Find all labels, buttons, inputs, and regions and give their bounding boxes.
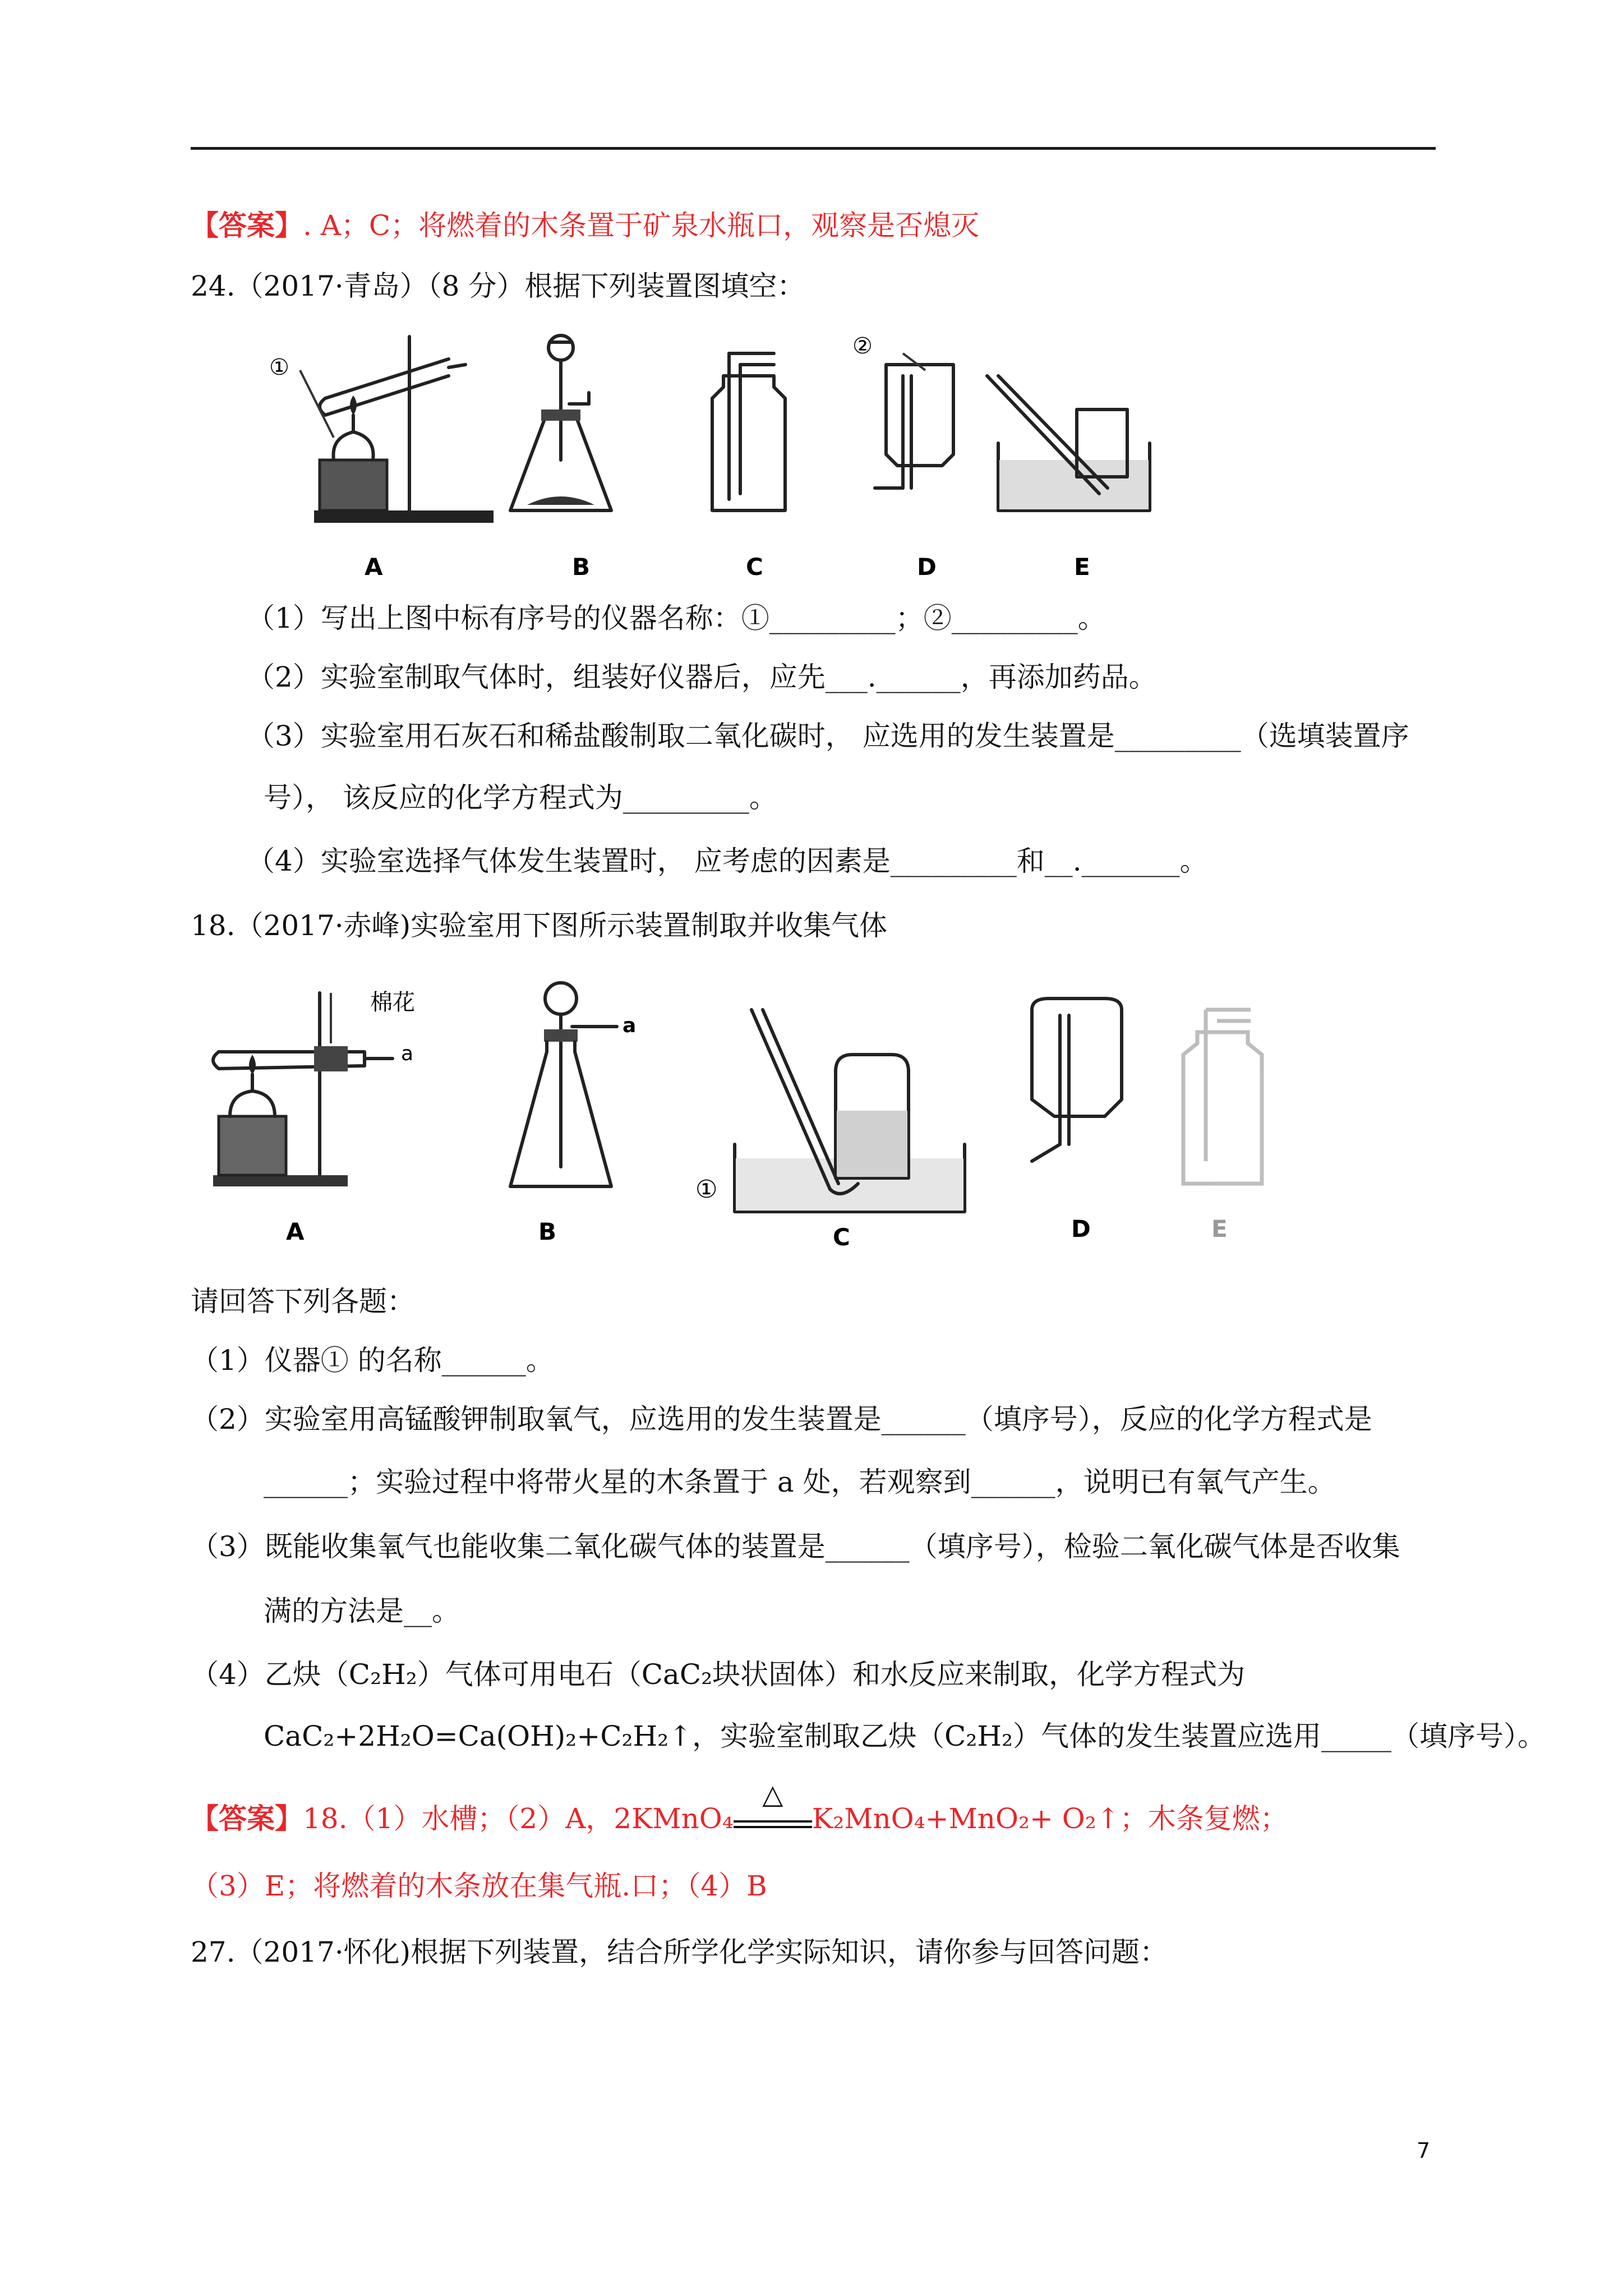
q18-label-a1: a [401,1042,414,1065]
q18-cap-b: B [538,1218,557,1245]
q18-label-circ1: ① [695,1175,718,1204]
q18-apparatus-figure [208,976,1273,1257]
q24-apparatus-a [314,337,494,523]
q24-label-circ2: ② [852,333,873,359]
q24-line-2: （2）实验室制取气体时，组装好仪器后，应先___.______，再添加药品。 [247,661,1157,693]
q18-apparatus-b [510,983,617,1186]
delta-sign: △ [762,1779,783,1810]
q18-cap-d: D [1071,1215,1091,1243]
q24-line-1: （1）写出上图中标有序号的仪器名称：①_________；②_________。 [247,602,1106,634]
q27-title: 27.（2017·怀化)根据下列装置，结合所学化学实际知识，请你参与回答问题： [191,1936,1168,1968]
answer-prev: 【答案】. A；C；将燃着的木条置于矿泉水瓶口，观察是否熄灭 [191,209,980,242]
q24-line-4: 号）， 该反应的化学方程式为_________。 [264,781,777,814]
q24-cap-e: E [1074,553,1090,581]
q24-apparatus-e [987,376,1150,510]
page-number: 7 [1417,2138,1431,2163]
q24-cap-c: C [746,553,763,581]
q18-line-1: （1）仪器① 的名称______。 [191,1344,554,1377]
q24-apparatus-figure [269,331,1155,581]
q24-apparatus-b [510,335,611,510]
q18-answer-line-1: 【答案】18.（1）水槽；（2）A，2KMnO₄ △ K₂MnO₄+MnO₂+ O₂↑；木条复燃； [191,1779,1288,1835]
q24-title: 24.（2017·青岛）（8 分）根据下列装置图填空： [191,270,805,302]
q18-line-4: （3）既能收集氧气也能收集二氧化碳气体的装置是______（填序号），检验二氧化碳气体是否收集 [191,1530,1400,1563]
q18-intro: 请回答下列各题： [191,1285,415,1318]
q18-apparatus-d [1032,999,1122,1161]
q18-label-cotton: 棉花 [370,990,415,1015]
q18-apparatus-c [735,1010,965,1212]
q18-label-a2: a [623,1014,637,1037]
header-rule [191,147,1436,150]
q18-line-3: ______；实验过程中将带火星的木条置于 a 处，若观察到______，说明已有氧气产生。 [264,1466,1336,1498]
q24-cap-a: A [365,553,383,581]
q24-cap-d: D [917,553,937,581]
q18-line-7: CaC₂+2H₂O=Ca(OH)₂+C₂H₂↑，实验室制取乙炔（C₂H₂）气体的发生装置应选用_____（填序号）。 [264,1720,1546,1752]
q18-line-6: （4）乙炔（C₂H₂）气体可用电石（CaC₂块状固体）和水反应来制取，化学方程式为 [191,1658,1246,1691]
q18-cap-e: E [1211,1215,1228,1243]
q18-cap-c: C [833,1223,850,1251]
q24-label-circ1: ① [269,355,289,380]
q18-apparatus-e [1183,1010,1262,1184]
equals-bar [734,1820,812,1828]
q24-cap-b: B [572,553,591,581]
q18-apparatus-a [213,993,393,1186]
q24-line-3: （3）实验室用石灰石和稀盐酸制取二氧化碳时， 应选用的发生装置是_________（选填装置序 [247,720,1409,752]
q24-apparatus-c [712,353,785,510]
q24-apparatus-d [875,353,953,488]
q18-line-5: 满的方法是__。 [264,1595,460,1627]
q24-line-5: （4）实验室选择气体发生装置时， 应考虑的因素是_________和__._______。 [247,845,1208,877]
q18-cap-a: A [286,1218,305,1245]
q18-line-2: （2）实验室用高锰酸钾制取氧气，应选用的发生装置是______（填序号），反应的化学方程式是 [191,1403,1372,1435]
q18-title: 18.（2017·赤峰)实验室用下图所示装置制取并收集气体 [191,909,888,942]
q18-answer-line-2: （3）E；将燃着的木条放在集气瓶.口；（4）B [191,1870,767,1902]
